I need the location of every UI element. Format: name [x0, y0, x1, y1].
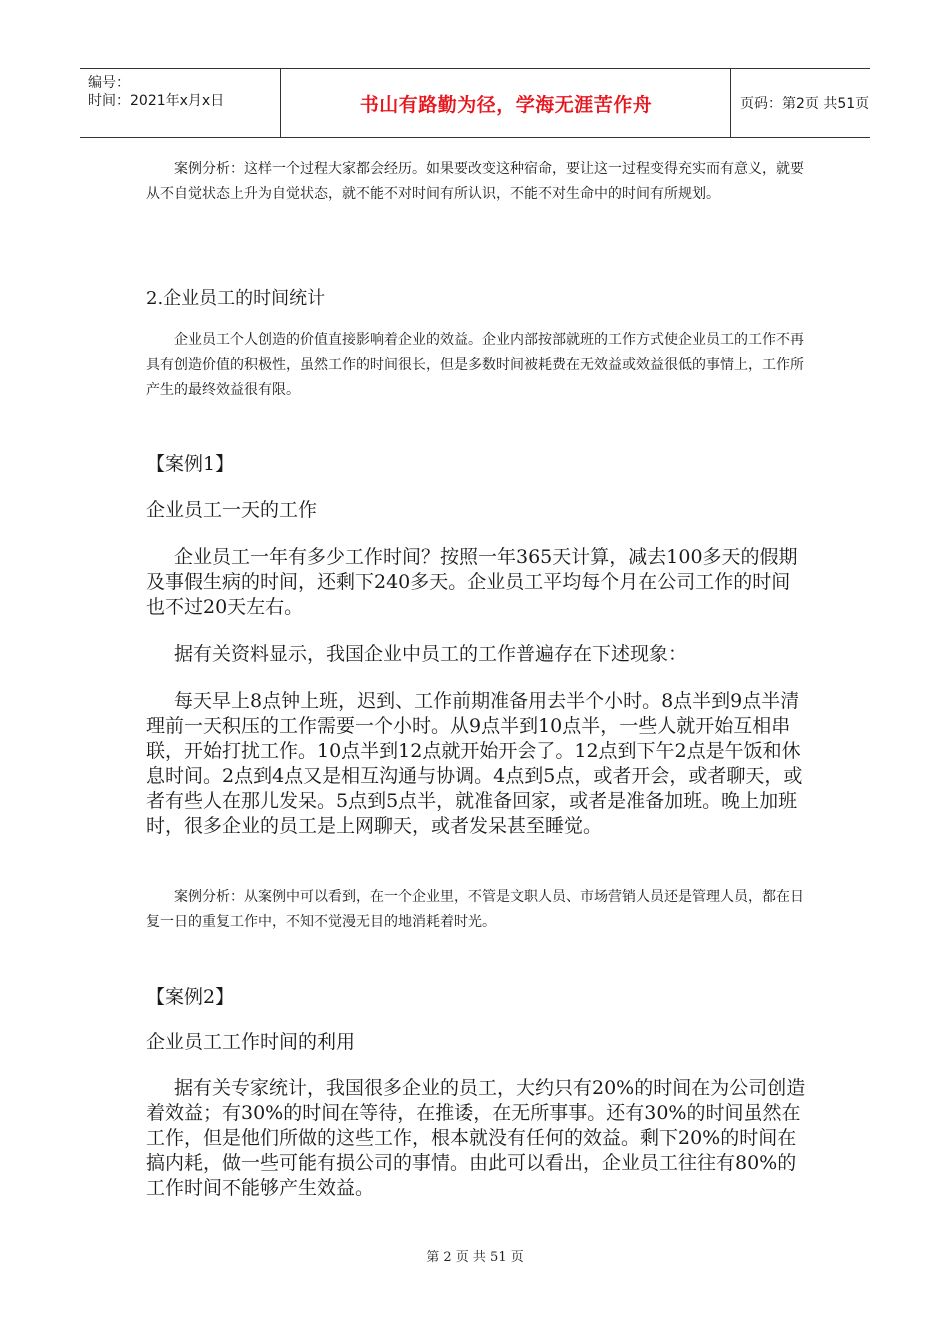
analysis-intro-paragraph: 案例分析：这样一个过程大家都会经历。如果要改变这种宿命，要让这一过程变得充实而有意义，就要从不自觉状态上升为自觉状态，就不能不对时间有所认识，不能不对生命中的时间有所规划。	[146, 161, 804, 202]
header-page-label: 页码：第2页 共51页	[740, 96, 870, 112]
page-footer: 第 2 页 共 51 页	[426, 1250, 524, 1265]
case-1-title: 企业员工一天的工作	[146, 499, 318, 521]
case-2-title: 企业员工工作时间的利用	[146, 1031, 356, 1053]
header-divider	[730, 69, 731, 137]
header-motto: 书山有路勤为径，学海无涯苦作舟	[359, 93, 653, 116]
case-2-label: 【案例2】	[146, 986, 235, 1008]
case-1-paragraph-1: 企业员工一年有多少工作时间？按照一年365天计算，减去100多天的假期及事假生病的时间，还剩下240多天。企业员工平均每个月在公司工作的时间也不过20天左右。	[146, 546, 798, 618]
case-1-label: 【案例1】	[146, 453, 235, 475]
section-2-paragraph: 企业员工个人创造的价值直接影响着企业的效益。企业内部按部就班的工作方式使企业员工的工作不再具有创造价值的积极性，虽然工作的时间很长，但是多数时间被耗费在无效益或效益很低的事情上，工作所产生的最终效益很有限。	[146, 332, 804, 398]
page-header-table	[80, 68, 870, 138]
case-2-paragraph-1: 据有关专家统计，我国很多企业的员工，大约只有20%的时间在为公司创造着效益；有30%的时间在等待，在推诿，在无所事事。还有30%的时间虽然在工作，但是他们所做的这些工作，根本就没有任何的效益。剩下20%的时间在搞内耗，做一些可能有损公司的事情。由此可以看出，企业员工往往有80%的工作时间不能够产生效益。	[146, 1077, 806, 1199]
case-1-paragraph-2: 据有关资料显示，我国企业中员工的工作普遍存在下述现象：	[174, 643, 688, 665]
section-2-title: 2.企业员工的时间统计	[146, 288, 326, 309]
header-meta-cell	[80, 69, 280, 137]
document-date-label: 时间：2021年x月x日	[88, 93, 225, 109]
case-1-analysis: 案例分析：从案例中可以看到，在一个企业里，不管是文职人员、市场营销人员还是管理人员，都在日复一日的重复工作中，不知不觉漫无目的地消耗着时光。	[146, 889, 804, 930]
case-1-paragraph-3: 每天早上8点钟上班，迟到、工作前期准备用去半个小时。8点半到9点半清理前一天积压的工作需要一个小时。从9点半到10点半，一些人就开始互相串联，开始打扰工作。10点半到12点就开始开会了。12点到下午2点是午饭和休息时间。2点到4点又是相互沟通与协调。4点到5点，或者开会，或者聊天，或者有些人在那儿发呆。5点到5点半，就准备回家，或者是准备加班。晚上加班时，很多企业的员工是上网聊天，或者发呆甚至睡觉。	[146, 690, 803, 837]
document-number-label: 编号：	[88, 75, 130, 91]
